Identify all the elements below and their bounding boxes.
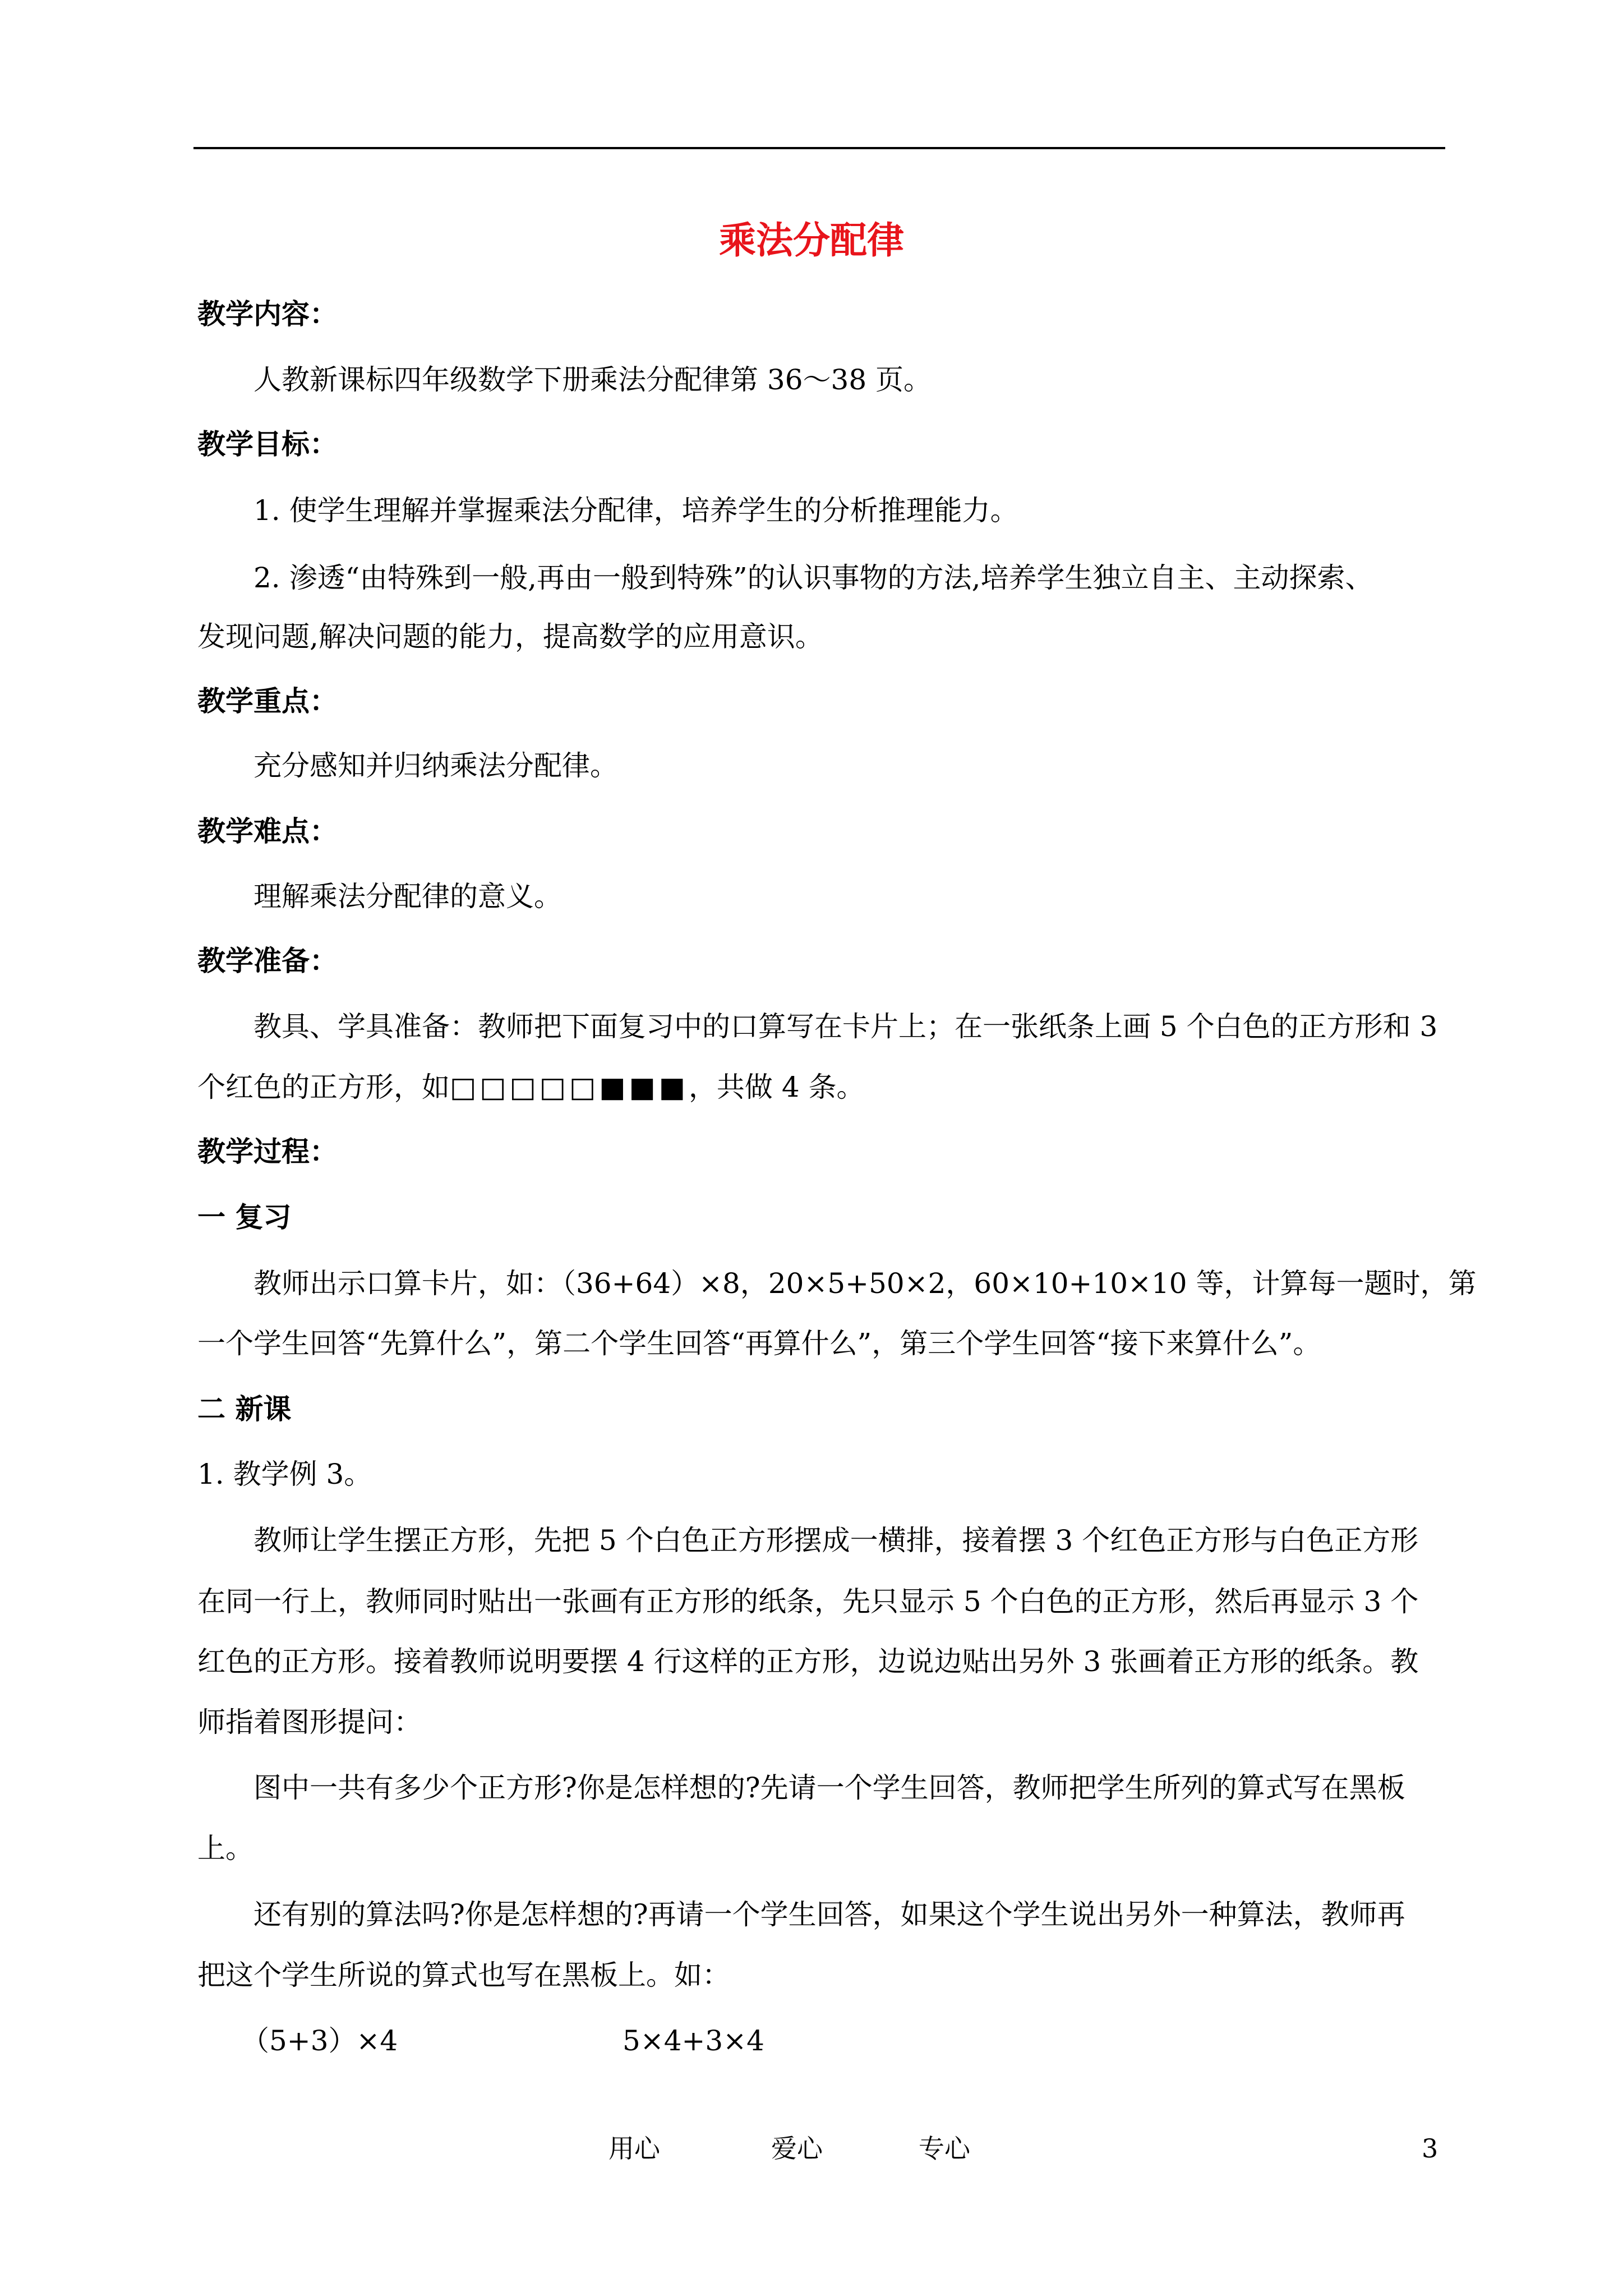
prep-line-2-end: ，共做 4 条。 <box>688 1071 865 1103</box>
prep-heading: 教学准备： <box>197 944 338 977</box>
difficulty-text: 理解乘法分配律的意义。 <box>253 880 562 913</box>
formula-1: （5+3）×4 <box>241 2024 398 2057</box>
goal-item-2-line-1: 2. 渗透“由特殊到一般,再由一般到特殊”的认识事物的方法,培养学生独立自主、主动探索、 <box>253 562 1373 594</box>
para-2-line-2: 上。 <box>197 1832 253 1865</box>
example-label: 1. 教学例 3。 <box>197 1458 372 1490</box>
key-heading: 教学重点： <box>197 684 338 717</box>
para-1-line-4: 师指着图形提问： <box>197 1706 422 1738</box>
para-1-line-3: 红色的正方形。接着教师说明要摆 4 行这样的正方形，边说边贴出另外 3 张画着正方形的纸条。教 <box>197 1645 1419 1678</box>
para-3-line-2: 把这个学生所说的算式也写在黑板上。如： <box>197 1959 730 1991</box>
prep-line-2-start: 个红色的正方形，如 <box>197 1071 450 1103</box>
footer-word-2: 爱心 <box>771 2133 823 2164</box>
process-heading: 教学过程： <box>197 1135 338 1168</box>
page-title: 乘法分配律 <box>719 218 904 262</box>
review-heading: 一 复习 <box>197 1200 292 1234</box>
goal-item-1: 1. 使学生理解并掌握乘法分配律，培养学生的分析推理能力。 <box>253 494 1018 527</box>
prep-line-2 <box>197 1065 865 1110</box>
para-2-line-1: 图中一共有多少个正方形?你是怎样想的?先请一个学生回答，教师把学生所列的算式写在黑板 <box>253 1772 1405 1804</box>
content-text: 人教新课标四年级数学下册乘法分配律第 36～38 页。 <box>253 364 932 396</box>
para-3-line-1: 还有别的算法吗?你是怎样想的?再请一个学生回答，如果这个学生说出另外一种算法，教师再 <box>253 1898 1405 1931</box>
new-lesson-heading: 二 新课 <box>197 1392 292 1425</box>
footer-word-3: 专心 <box>919 2133 970 2164</box>
para-1-line-2: 在同一行上，教师同时贴出一张画有正方形的纸条，先只显示 5 个白色的正方形，然后再显示 3 个 <box>197 1585 1419 1618</box>
key-text: 充分感知并归纳乘法分配律。 <box>253 749 618 782</box>
content-heading: 教学内容： <box>197 297 338 330</box>
header-rule <box>193 147 1445 149</box>
para-1-line-1: 教师让学生摆正方形，先把 5 个白色正方形摆成一横排，接着摆 3 个红色正方形与白色正方形 <box>253 1524 1419 1557</box>
prep-line-1: 教具、学具准备：教师把下面复习中的口算写在卡片上；在一张纸条上画 5 个白色的正方形和 3 <box>253 1010 1438 1043</box>
difficulty-heading: 教学难点： <box>197 815 338 848</box>
formula-2: 5×4+3×4 <box>623 2024 764 2057</box>
review-line-1: 教师出示口算卡片，如：（36+64）×8，20×5+50×2，60×10+10×10 等，计算每一题时，第 <box>253 1267 1477 1300</box>
square-strip-sample: □□□□□■■■ <box>450 1071 689 1103</box>
review-line-2: 一个学生回答“先算什么”，第二个学生回答“再算什么”，第三个学生回答“接下来算什么”。 <box>197 1327 1321 1360</box>
goal-item-2-line-2: 发现问题,解决问题的能力，提高数学的应用意识。 <box>197 620 823 653</box>
footer-word-1: 用心 <box>608 2133 660 2164</box>
page-number: 3 <box>1422 2133 1438 2164</box>
goals-heading: 教学目标： <box>197 427 338 461</box>
